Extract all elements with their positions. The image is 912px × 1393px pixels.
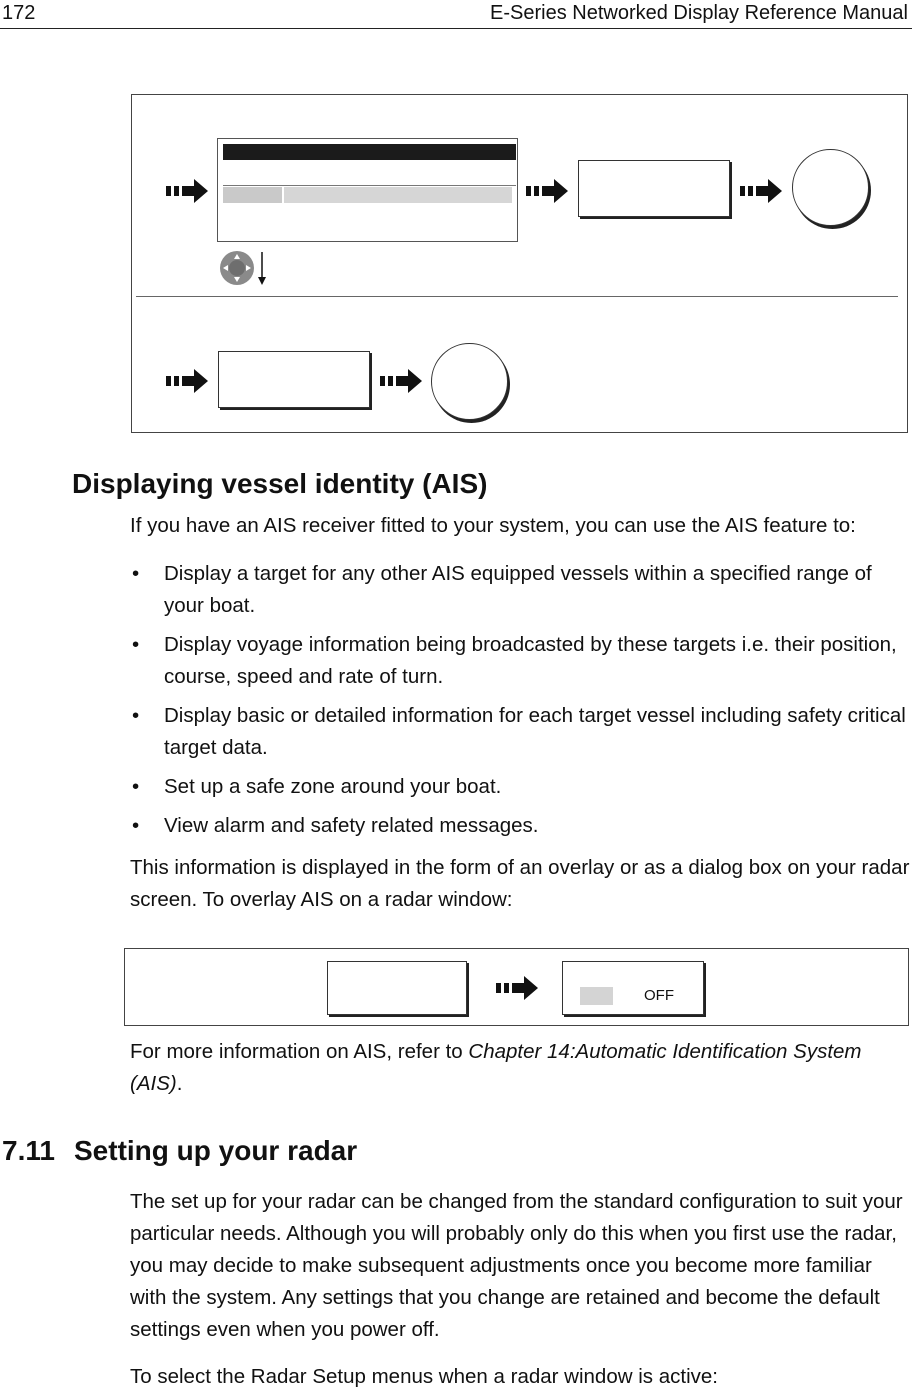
ais-feature-list (130, 558, 910, 849)
softkey-button[interactable] (218, 351, 370, 408)
double-arrow-right-icon (166, 178, 210, 204)
toggle-off-label: OFF (644, 987, 674, 1004)
ais-overlay-text: This information is displayed in the form of an overlay or as a dialog box on your radar screen. To overlay AIS on a radar window: (130, 856, 910, 911)
softkey-button[interactable] (578, 160, 730, 217)
diagram-divider (136, 296, 898, 297)
list-item: • Display voyage information being broadcasted by these targets i.e. their position, course, speed and rate of turn. (130, 629, 910, 693)
manual-title: E-Series Networked Display Reference Manual (490, 2, 908, 24)
page-number: 172 (2, 2, 36, 24)
section-heading-ais: Displaying vessel identity (AIS) (72, 468, 488, 499)
double-arrow-right-icon (740, 178, 784, 204)
ais-intro: If you have an AIS receiver fitted to your system, you can use the AIS feature to: (130, 514, 856, 537)
menu-separator (223, 185, 516, 186)
more-info-suffix: . (176, 1072, 183, 1095)
arrow-down-icon (257, 252, 267, 286)
list-item: • Display a target for any other AIS equipped vessels within a specified range of your boat. (130, 558, 910, 622)
menu-row-highlight (284, 187, 512, 203)
header-divider (0, 28, 912, 29)
round-ok-button[interactable] (431, 343, 508, 420)
double-arrow-right-icon (496, 975, 540, 1001)
list-item: • View alarm and safety related messages. (130, 810, 910, 842)
setup-paragraph: The set up for your radar can be changed from the standard configuration to suit your particular needs. Although you will probably only do this when you first use the radar, you may decide to make subsequent adjustments once you become more familiar with the system. Any settings that you change are retained and become the default settings even when you power off. (130, 1190, 903, 1341)
ais-more-info (130, 1036, 890, 1100)
setup-select-text: To select the Radar Setup menus when a radar window is active: (130, 1365, 718, 1388)
double-arrow-right-icon (526, 178, 570, 204)
ais-overlay-toggle[interactable] (562, 961, 704, 1015)
double-arrow-right-icon (380, 368, 424, 394)
menu-screen-graphic (217, 138, 518, 242)
ais-layer-softkey[interactable] (327, 961, 467, 1015)
list-item: • Set up a safe zone around your boat. (130, 771, 910, 803)
toggle-indicator (580, 987, 613, 1005)
list-item: • Display basic or detailed information for each target vessel including safety critical target data. (130, 700, 910, 764)
trackpad-icon (219, 250, 255, 286)
menu-title-bar (223, 144, 516, 160)
chapter-reference-link[interactable]: Chapter 14:Automatic Identification System (AIS) (130, 1040, 862, 1095)
round-ok-button[interactable] (792, 149, 869, 226)
section-heading-setup: Setting up your radar (74, 1135, 358, 1166)
double-arrow-right-icon (166, 368, 210, 394)
more-info-prefix: For more information on AIS, refer to (130, 1040, 469, 1063)
menu-row-label (223, 187, 282, 203)
section-number: 7.11 (2, 1135, 55, 1166)
